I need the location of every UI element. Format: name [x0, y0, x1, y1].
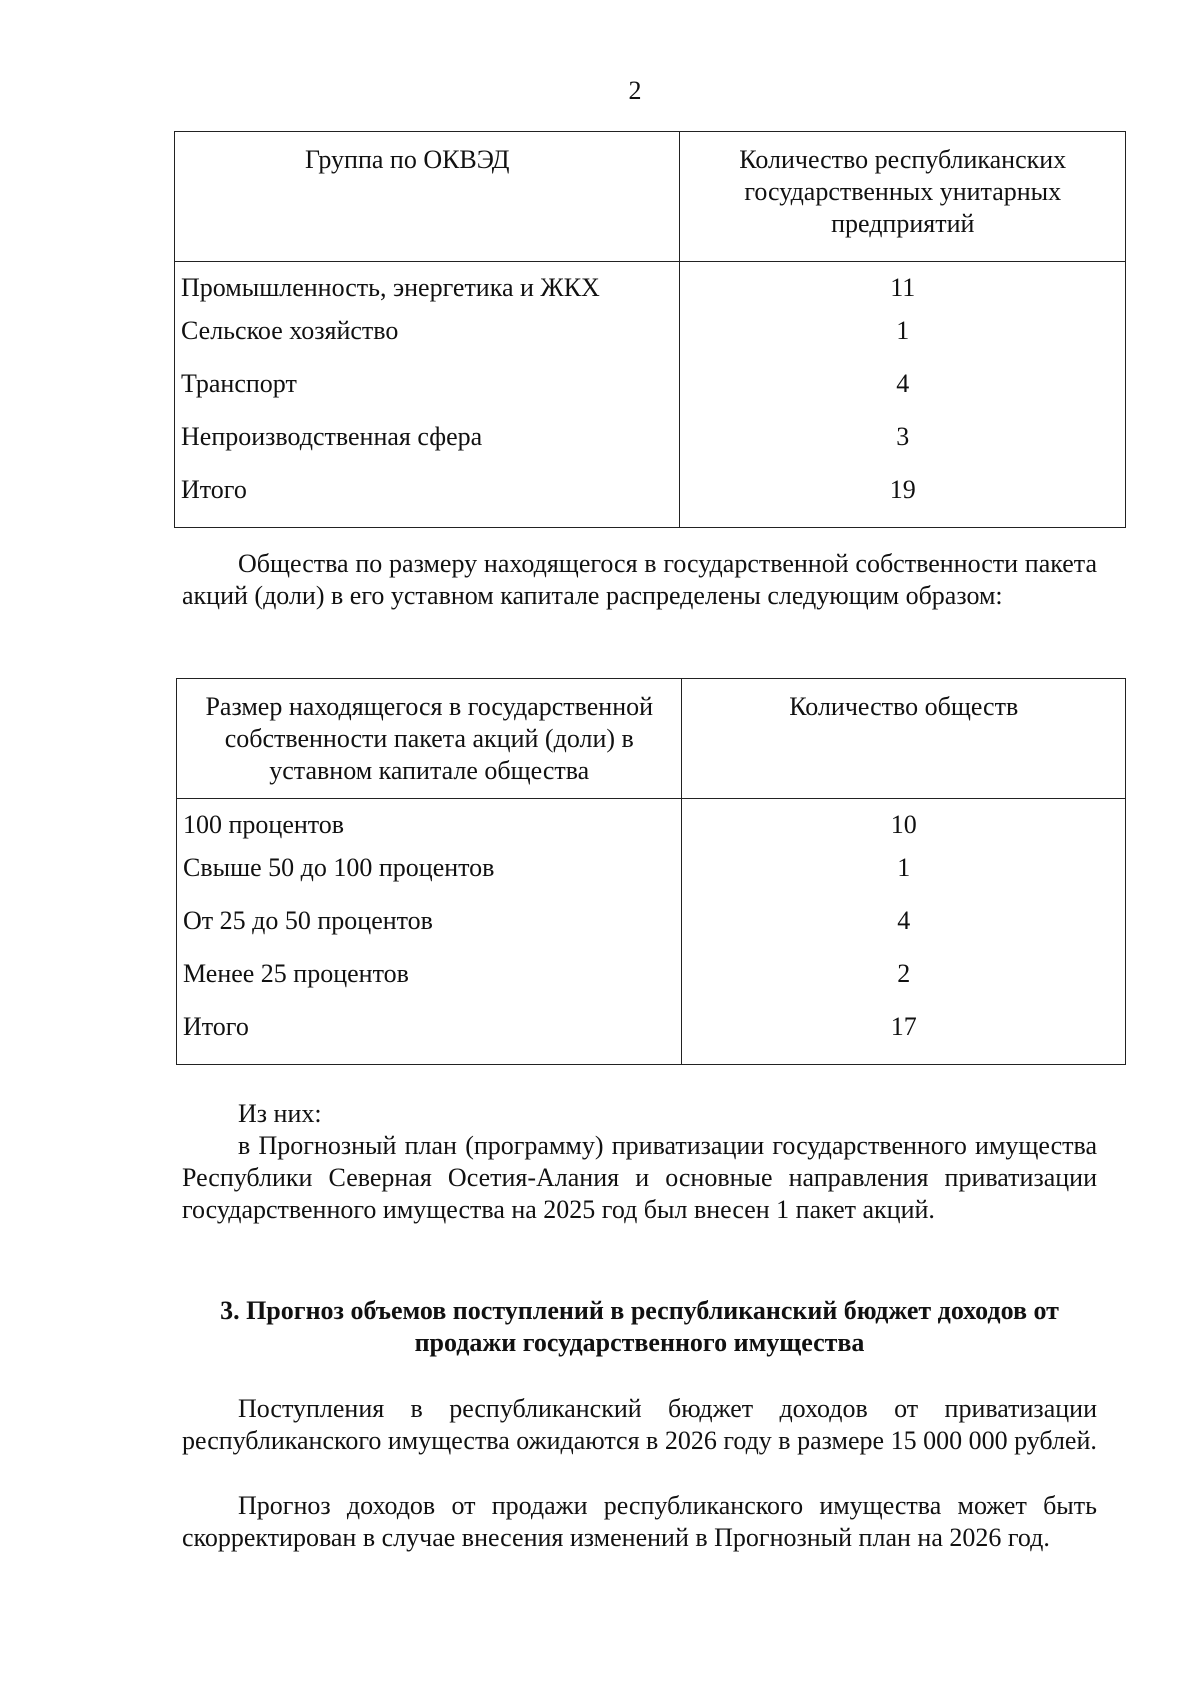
table-row	[175, 368, 1126, 421]
share-size-cell: Итого	[177, 1011, 682, 1065]
society-count-cell: 1	[682, 852, 1126, 905]
okved-group-cell: Непроизводственная сфера	[175, 421, 680, 474]
header-society-count: Количество обществ	[682, 679, 1126, 799]
paragraph-privatization-plan: в Прогнозный план (программу) приватизации государственного имущества Республики Северная Осетия-Алания и основные направления приватизации государственного имущества на 2025 год был внесен 1 пакет акций.	[182, 1131, 1097, 1224]
okved-group-cell: Итого	[175, 474, 680, 528]
table-row	[177, 799, 1126, 853]
enterprise-count-cell: 19	[680, 474, 1126, 528]
of-them-label: Из них:	[238, 1099, 322, 1128]
table-row-total	[177, 1011, 1126, 1065]
table-row	[177, 852, 1126, 905]
society-count-cell: 10	[682, 799, 1126, 853]
section-3-heading: 3. Прогноз объемов поступлений в республиканский бюджет доходов от продажи государственного имущества	[220, 1296, 1059, 1357]
header-okved-group: Группа по ОКВЭД	[175, 132, 680, 262]
table-header-row	[175, 132, 1126, 262]
paragraph-forecast: Прогноз доходов от продажи республиканского имущества может быть скорректирован в случае внесения изменений в Прогнозный план на 2026 год.	[182, 1491, 1097, 1552]
table-row	[175, 315, 1126, 368]
enterprise-count-cell: 1	[680, 315, 1126, 368]
okved-group-cell: Сельское хозяйство	[175, 315, 680, 368]
society-count-cell: 2	[682, 958, 1126, 1011]
enterprise-count-cell: 11	[680, 262, 1126, 316]
header-enterprise-count: Количество республиканских государственных унитарных предприятий	[680, 132, 1126, 262]
table-row	[175, 262, 1126, 316]
share-size-cell: 100 процентов	[177, 799, 682, 853]
okved-group-cell: Транспорт	[175, 368, 680, 421]
unitary-enterprises-table	[174, 131, 1126, 528]
society-count-cell: 4	[682, 905, 1126, 958]
paragraph-revenue: Поступления в республиканский бюджет доходов от приватизации республиканского имущества ожидаются в 2026 году в размере 15 000 000 рублей.	[182, 1394, 1097, 1455]
share-size-cell: Менее 25 процентов	[177, 958, 682, 1011]
share-size-table	[176, 678, 1126, 1065]
table-row	[177, 958, 1126, 1011]
okved-group-cell: Промышленность, энергетика и ЖКХ	[175, 262, 680, 316]
table-row	[175, 421, 1126, 474]
enterprise-count-cell: 4	[680, 368, 1126, 421]
header-share-size: Размер находящегося в государственной собственности пакета акций (доли) в уставном капитале общества	[177, 679, 682, 799]
share-size-cell: От 25 до 50 процентов	[177, 905, 682, 958]
paragraph-societies: Общества по размеру находящегося в государственной собственности пакета акций (доли) в его уставном капитале распределены следующим образом:	[182, 549, 1097, 610]
page-number: 2	[628, 76, 642, 105]
table-header-row	[177, 679, 1126, 799]
enterprise-count-cell: 3	[680, 421, 1126, 474]
society-count-cell: 17	[682, 1011, 1126, 1065]
share-size-cell: Свыше 50 до 100 процентов	[177, 852, 682, 905]
table-row	[177, 905, 1126, 958]
table-row-total	[175, 474, 1126, 528]
